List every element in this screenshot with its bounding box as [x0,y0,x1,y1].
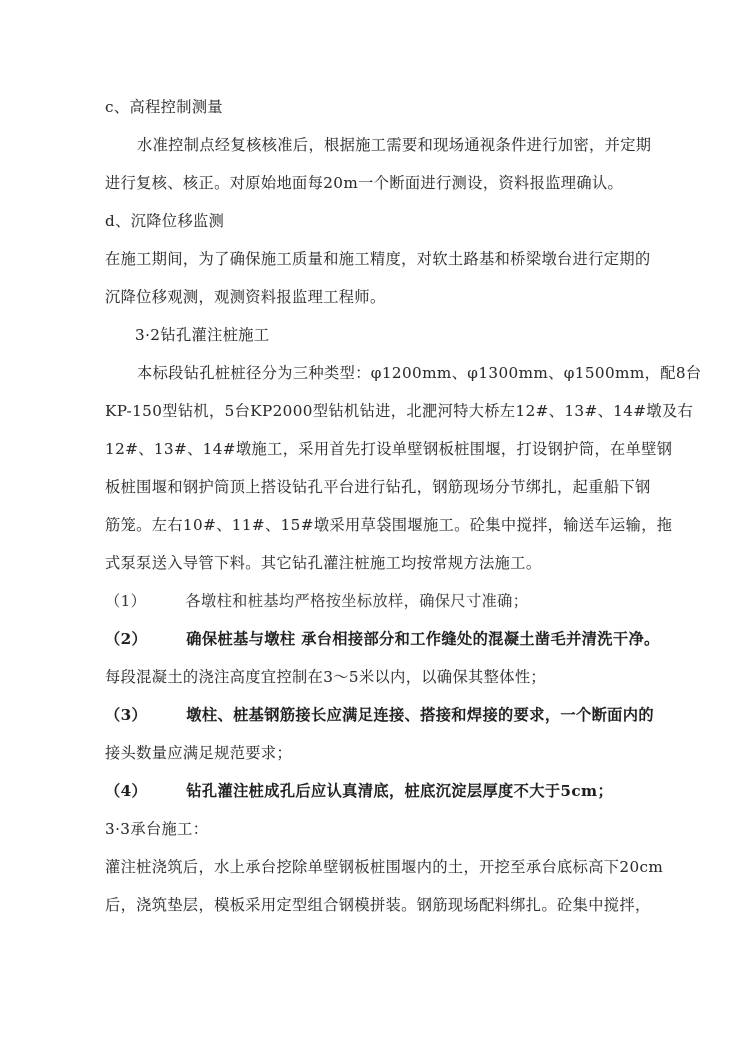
paragraph-line: 进行复核、核正。对原始地面每20m一个断面进行测设，资料报监理确认。 [105,174,624,192]
document-body [105,88,702,924]
paragraph-line: 后，浇筑垫层，模板采用定型组合钢模拼装。钢筋现场配料绑扎。砼集中搅拌， [105,896,651,914]
heading-settlement-monitoring: d、沉降位移监测 [105,212,225,230]
paragraph-line: 式泵泵送入导管下料。其它钻孔灌注桩施工均按常规方法施工。 [105,554,542,572]
list-item-1: （1） 各墩柱和桩基均严格按坐标放样，确保尺寸准确； [105,592,529,610]
paragraph-line: 灌注桩浇筑后，水上承台挖除单壁钢板桩围堰内的土，开挖至承台底标高下20cm [105,858,664,876]
heading-section-3-3: 3·3承台施工： [105,820,209,838]
list-item-4: （4） 钻孔灌注桩成孔后应认真清底，桩底沉淀层厚度不大于5cm； [105,782,614,800]
paragraph-line: 在施工期间，为了确保施工质量和施工精度，对软土路基和桥梁墩台进行定期的 [105,250,651,268]
list-item-3-continuation: 接头数量应满足规范要求； [105,744,293,762]
paragraph-line: 水准控制点经复核核准后，根据施工需要和现场通视条件进行加密，并定期 [137,136,652,154]
list-item-2: （2） 确保桩基与墩柱 承台相接部分和工作缝处的混凝土凿毛并清洗干净。 [105,630,660,648]
paragraph-line: 本标段钻孔桩桩径分为三种类型：φ1200mm、φ1300mm、φ1500mm，配8台 [137,364,702,382]
paragraph-line: 12#、13#、14#墩施工，采用首先打设单壁钢板桩围堰，打设钢护筒，在单壁钢 [105,440,673,458]
paragraph-line: 板桩围堰和钢护筒顶上搭设钻孔平台进行钻孔，钢筋现场分节绑扎，起重船下钢 [105,478,651,496]
paragraph-line: 筋笼。左右10#、11#、15#墩采用草袋围堰施工。砼集中搅拌，输送车运输，拖 [105,516,673,534]
heading-section-3-2: 3·2钻孔灌注桩施工 [135,326,270,344]
paragraph-line: KP-150型钻机，5台KP2000型钻机钻进，北淝河特大桥左12#、13#、14#墩及右 [105,402,694,420]
paragraph-line: 沉降位移观测，观测资料报监理工程师。 [105,288,386,306]
list-item-2-continuation: 每段混凝土的浇注高度宜控制在3～5米以内，以确保其整体性； [105,668,546,686]
heading-elevation-control: c、高程控制测量 [105,98,224,116]
list-item-3: （3） 墩柱、桩基钢筋接长应满足连接、搭接和焊接的要求，一个断面内的 [105,706,654,724]
